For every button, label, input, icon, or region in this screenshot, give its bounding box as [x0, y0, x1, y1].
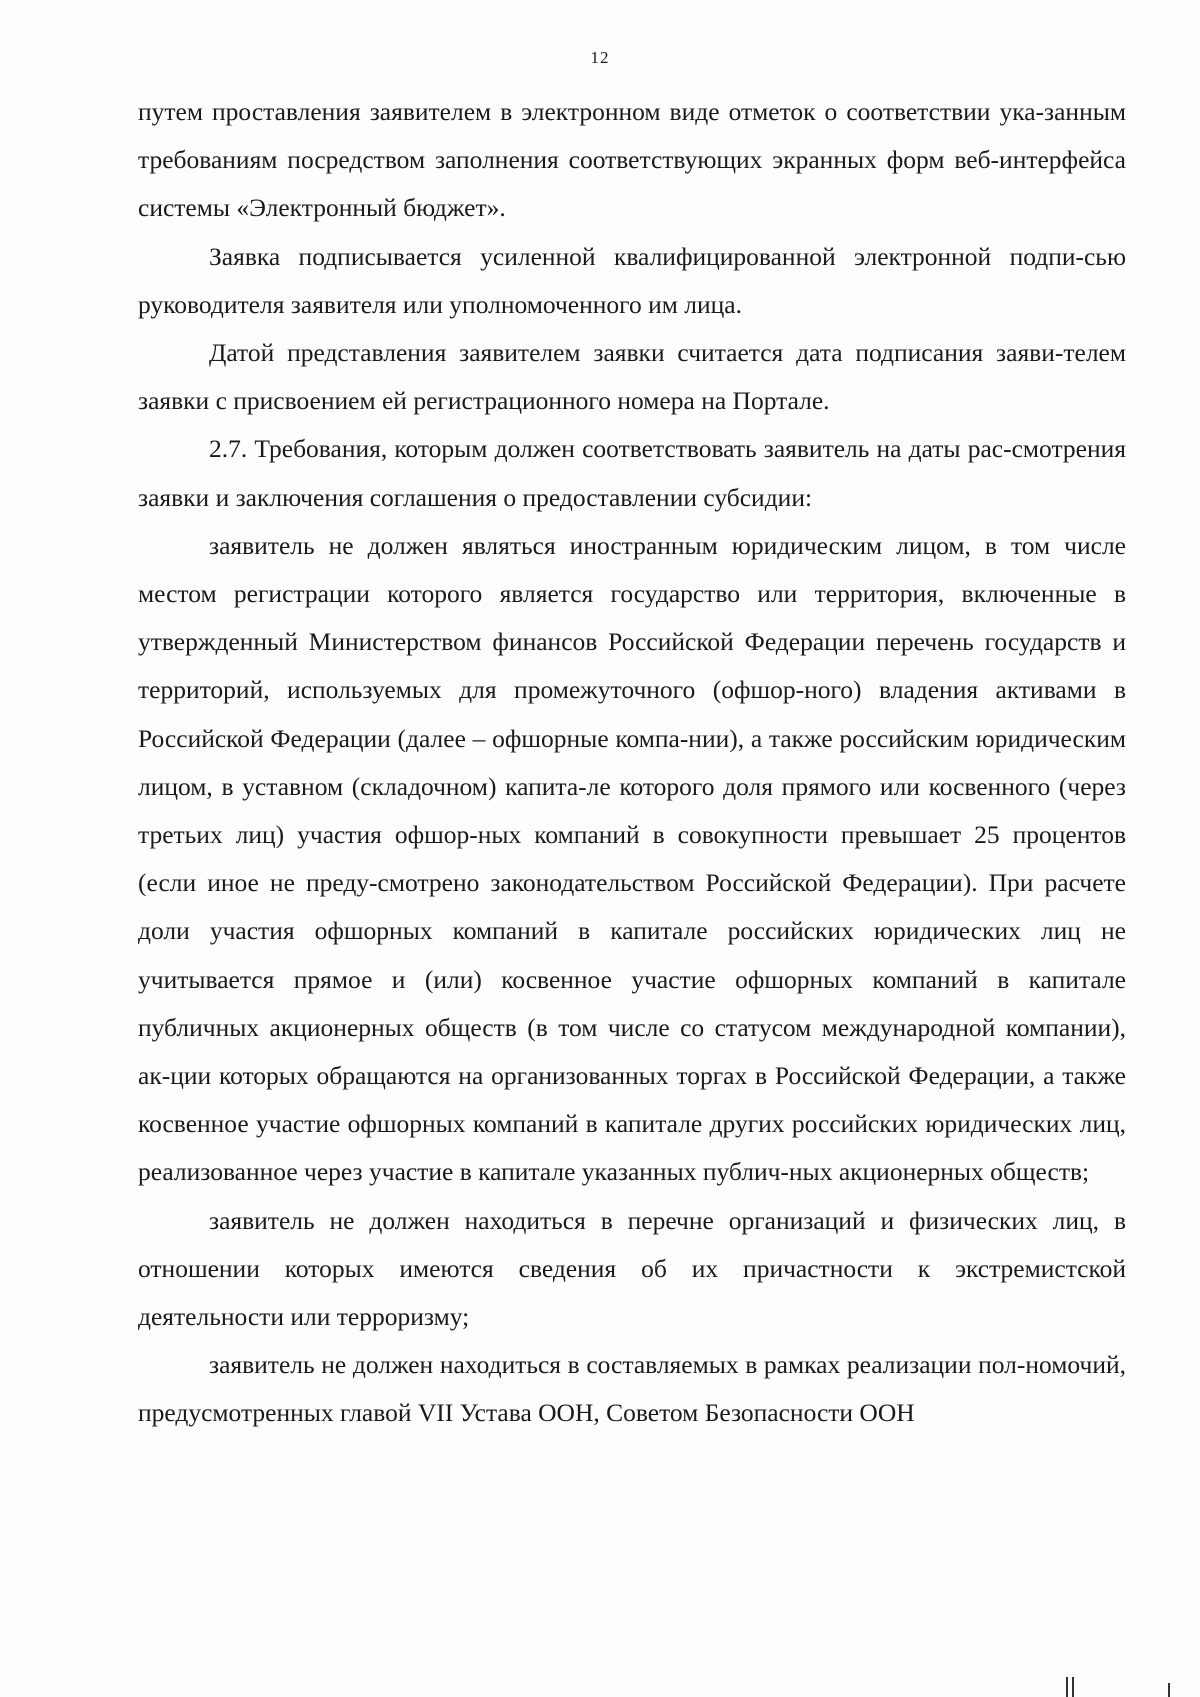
paragraph-extremism-list: заявитель не должен находиться в перечне организаций и физических лиц, в отношении которых имеются сведения об их причастности к экстремистской деятельности или терроризму;	[138, 1205, 1126, 1332]
paragraph-un-lists: заявитель не должен находиться в составляемых в рамках реализации пол-номочий, предусмотренных главой VII Устава ООН, Советом Безопасности ООН	[138, 1350, 1126, 1428]
scan-artifact-mark	[1066, 1677, 1068, 1697]
scan-artifact-mark	[1072, 1677, 1074, 1697]
paragraph-offshore-requirement: заявитель не должен являться иностранным юридическим лицом, в том числе местом регистрации которого является государство или территория, включенные в утвержденный Министерством финансов Российской Федерации перечень государств и территорий, используемых для промежуточного (офшор-ного) владения активами в Российской Федерации (далее – офшорные компа-нии), а также российским юридическим лицом, в уставном (складочном) капита-ле которого доля прямого или косвенного (через третьих лиц) участия офшор-ных компаний в совокупности превышает 25 процентов (если иное не преду-смотрено законодательством Российской Федерации). При расчете доли участия офшорных компаний в капитале российских юридических лиц не учитывается прямое и (или) косвенное участие офшорных компаний в капитале публичных акционерных обществ (в том числе со статусом международной компании), ак-ции которых обращаются на организованных торгах в Российской Федерации, а также косвенное участие офшорных компаний в капитале других российских юридических лиц, реализованное через участие в капитале указанных публич-ных акционерных обществ;	[138, 530, 1126, 1187]
paragraph-section-2-7: 2.7. Требования, которым должен соответствовать заявитель на даты рас-смотрения заявки и заключения соглашения о предоставлении субсидии:	[138, 434, 1126, 512]
paragraph-continuation: путем проставления заявителем в электронном виде отметок о соответствии ука-занным требованиям посредством заполнения соответствующих экранных форм веб-интерфейса системы «Электронный бюджет».	[138, 97, 1126, 223]
paragraph-submission-date: Датой представления заявителем заявки считается дата подписания заяви-телем заявки с присвоением ей регистрационного номера на Портале.	[138, 338, 1126, 416]
document-body	[138, 88, 1126, 1438]
paragraph-signature: Заявка подписывается усиленной квалифицированной электронной подпи-сью руководителя заявителя или уполномоченного им лица.	[138, 241, 1126, 319]
scan-artifact-mark	[1168, 1683, 1170, 1697]
page-number: 12	[590, 48, 610, 67]
